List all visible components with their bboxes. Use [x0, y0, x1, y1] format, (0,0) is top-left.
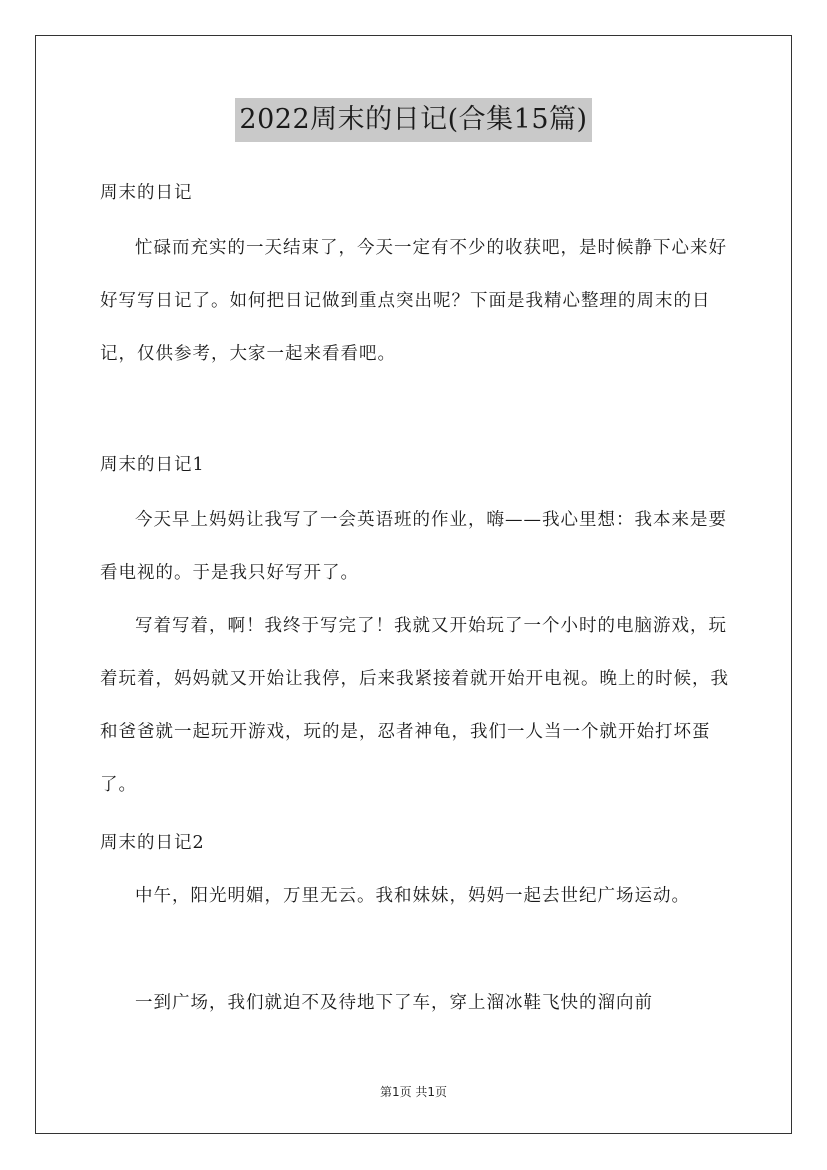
- paragraph-diary-1b: 写着写着，啊！我终于写完了！我就又开始玩了一个小时的电脑游戏，玩着玩着，妈妈就又开始让我停，后来我紧接着就开始开电视。晚上的时候，我和爸爸就一起玩开游戏，玩的是，忍者神龟，我们一人当一个就开始打坏蛋了。: [100, 616, 729, 795]
- paragraph-diary-2a: 中午，阳光明媚，万里无云。我和妹妹，妈妈一起去世纪广场运动。: [135, 886, 690, 906]
- title-container: [0, 98, 827, 142]
- heading-diary-1: 周末的日记1: [100, 455, 205, 475]
- paragraph-diary-2b: 一到广场，我们就迫不及待地下了车，穿上溜冰鞋飞快的溜向前: [135, 993, 653, 1013]
- paragraph-diary-1a: 今天早上妈妈让我写了一会英语班的作业，嗨——我心里想：我本来是要看电视的。于是我只好写开了。: [100, 510, 727, 583]
- heading-diary-2: 周末的日记2: [100, 833, 205, 853]
- page-footer: 第1页 共1页: [379, 1085, 448, 1099]
- paragraph-intro: 忙碌而充实的一天结束了，今天一定有不少的收获吧，是时候静下心来好好写写日记了。如何把日记做到重点突出呢？下面是我精心整理的周末的日记，仅供参考，大家一起来看看吧。: [100, 238, 727, 364]
- heading-intro: 周末的日记: [100, 183, 193, 203]
- document-title: 2022周末的日记(合集15篇): [235, 98, 591, 142]
